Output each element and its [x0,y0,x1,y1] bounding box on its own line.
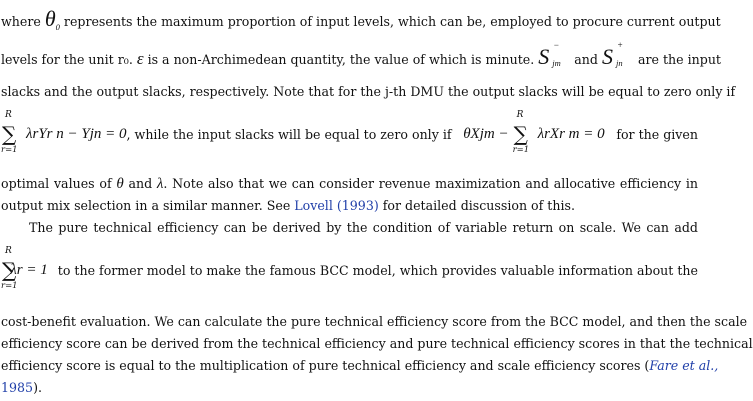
text-for-given: for the given [616,126,698,142]
text-line-4 [1,110,698,155]
sum-symbol: ∑ R r=1 [512,110,530,155]
citation-fare[interactable]: Fare et al., [649,358,719,373]
citation-fare-year[interactable]: 1985 [1,380,34,395]
equation-output-slack: ∑ R r=1 λrYr n − Yjn = 0 , while the input slacks will be equal to zero only if [1,110,452,155]
text-line-9: cost-benefit evaluation. We can calculate the pure technical efficiency score from the BCC model, and then the scale [1,314,748,329]
text-line-3: slacks and the output slacks, respectively. Note that for the j-th DMU the output slacks will be equal to zero only if [1,84,736,99]
equation-input-slack: θXjm − ∑ R r=1 λrXr m = 0 [463,110,605,155]
text-line-7: The pure technical efficiency can be derived by the condition of variable return on scale. We can add [29,220,698,235]
text-where: where [1,14,41,29]
text-line1-rest: represents the maximum proportion of input levels, which can be, employed to procure current output [63,14,721,29]
text-line-6: output mix selection in a similar manner. See Lovell (1993) for detailed discussion of this. [1,198,575,213]
equation-lambda-sum: λr = 1 [10,261,48,278]
text-line-10: efficiency score can be derived from the technical efficiency and pure technical efficiency scores in that the technical [1,336,753,351]
text-line-1 [1,6,721,32]
theta-symbol: θ [116,176,124,192]
text-line-5: optimal values of θ and λ. Note also that we can consider revenue maximization and allocative efficiency in [1,176,698,192]
lambda-symbol: λ [156,176,164,192]
epsilon-symbol: ε [136,49,144,68]
sum-symbol: ∑ R r=1 [1,110,18,155]
text-line-8: ∑ R r=1 λr = 1 to the former model to make the famous BCC model, which provides valuable information about the [1,246,698,291]
text-line-11: efficiency score is equal to the multiplication of pure technical efficiency and scale efficiency scores (Fare et al., [1,358,719,373]
input-slack-symbol: S − jm [538,40,561,69]
text-line-2: levels for the unit r₀. ε is a non-Archimedean quantity, the value of which is minute. S − jm and S + jn are the input [1,40,721,69]
theta0-symbol: $\theta_0$ [44,6,60,32]
sum-symbol: ∑ R r=1 [1,246,18,291]
text-line-12: 1985). [1,380,42,395]
output-slack-symbol: S + jn [601,40,624,69]
citation-lovell[interactable]: Lovell (1993) [294,198,379,213]
